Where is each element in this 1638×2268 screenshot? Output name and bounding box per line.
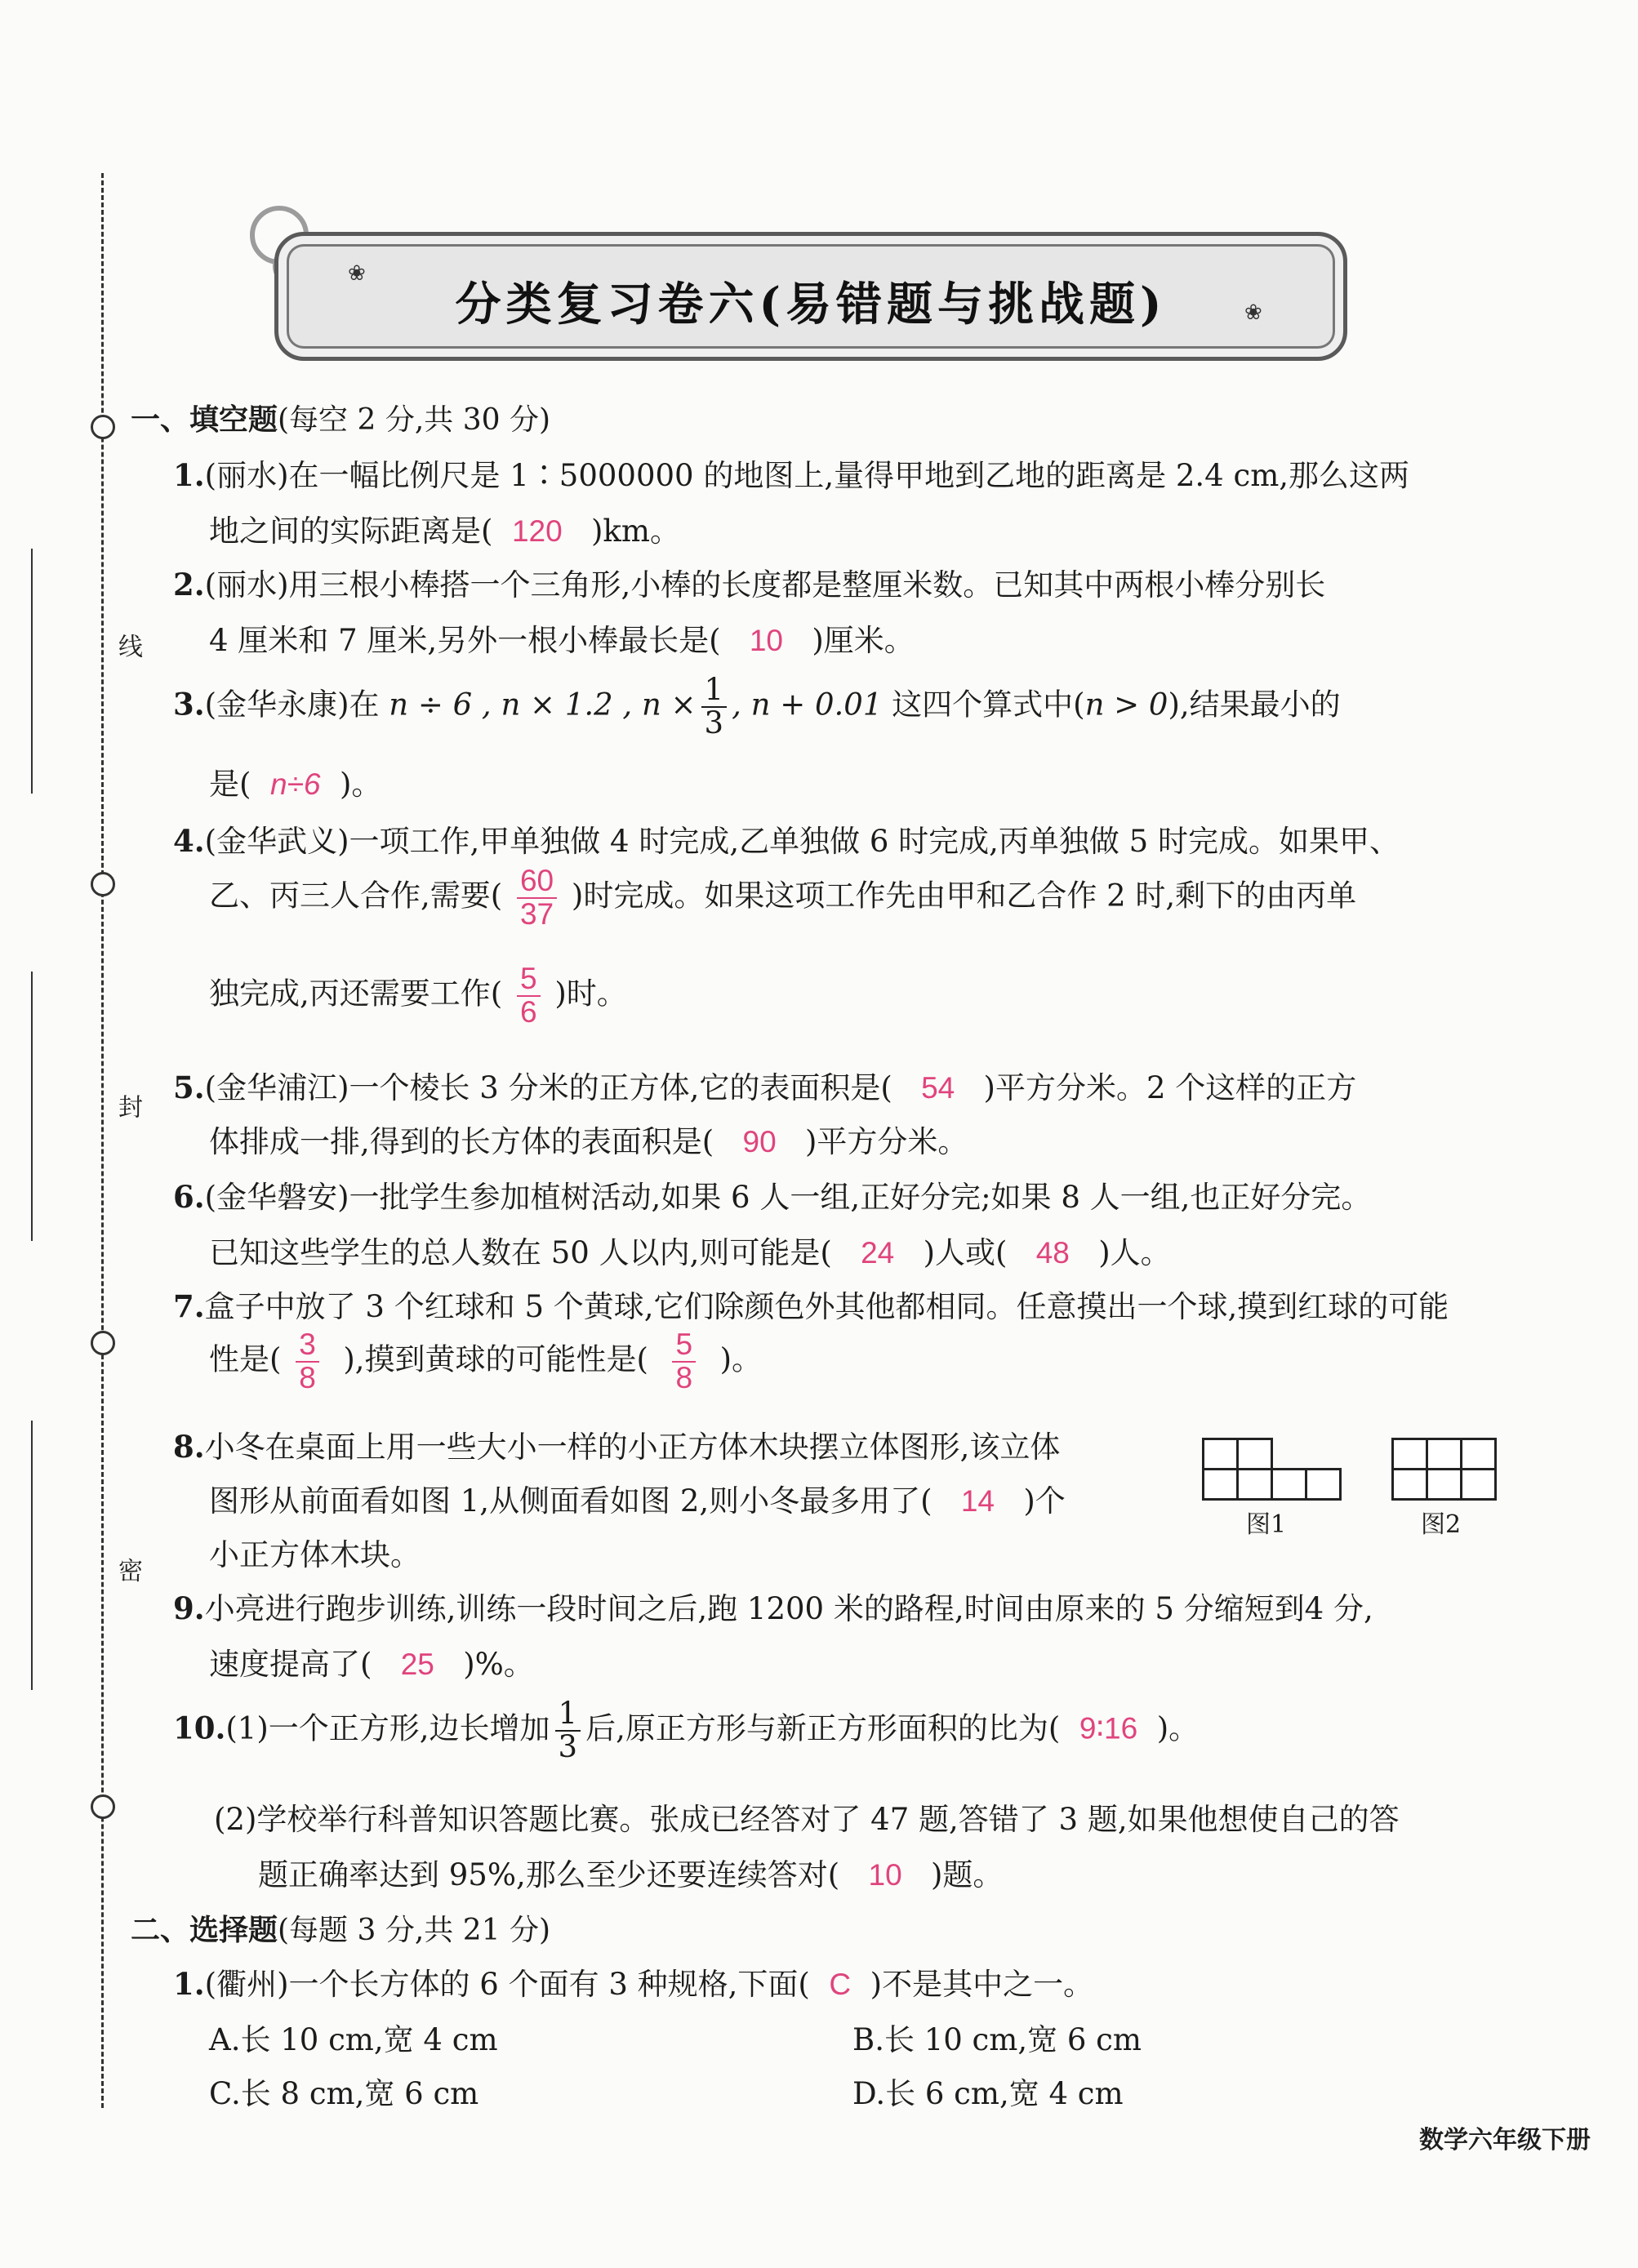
question-4-line-2: 乙、丙三人合作,需要( $\frac{60}{37}$ )时完成。如果这项工作先由甲和乙合作 2 时,剩下的由丙单 (209, 864, 1357, 931)
question-2-line-2: 4 厘米和 7 厘米,另外一根小棒最长是( 10 )厘米。 (209, 623, 915, 658)
page-title: 分类复习卷六(易错题与挑战题) (455, 278, 1167, 331)
student-info-blank (31, 549, 33, 794)
question-9-line-1: 9.小亮进行跑步训练,训练一段时间之后,跑 1200 米的路程,时间由原来的 5 分缩短到4 分, (173, 1590, 1373, 1626)
choice-question-1: 1.(衢州)一个长方体的 6 个面有 3 种规格,下面( C )不是其中之一。 (173, 1966, 1094, 2002)
section-heading: 一、填空题(每空 2 分,共 30 分) (131, 402, 551, 437)
answer: 24 (861, 1236, 895, 1270)
option-b: B.长 10 cm,宽 6 cm (852, 2022, 1142, 2057)
binding-label-seal: 封 (114, 1094, 142, 1118)
question-10-part-2-line-2: 题正确率达到 95%,那么至少还要连续答对( 10 )题。 (258, 1857, 1004, 1892)
option-d: D.长 6 cm,宽 4 cm (852, 2076, 1124, 2111)
answer: C (829, 1968, 852, 2001)
student-info-blank (31, 1421, 33, 1690)
binding-hole (91, 872, 115, 896)
answer: 54 (921, 1071, 955, 1105)
question-1-line-1: 1.(丽水)在一幅比例尺是 1∶5000000 的地图上,量得甲地到乙地的距离是 2.4 cm,那么这两 (173, 457, 1410, 493)
question-10-part-1: 10.(1)一个正方形,边长增加 $\frac{1}{3}$ 后,原正方形与新正方形面积的比为( 9∶16 )。 (173, 1696, 1200, 1764)
question-1-line-2: 地之间的实际距离是( 120 )km。 (209, 514, 680, 549)
question-3-line-2: 是( n÷6 )。 (209, 767, 382, 802)
answer: $\frac{60}{37}$ (517, 865, 557, 931)
answer: $\frac{5}{8}$ (672, 1329, 696, 1394)
butterfly-icon: ❀ (348, 261, 366, 286)
figure-2-caption: 图2 (1421, 1510, 1462, 1539)
binding-hole (91, 1794, 115, 1819)
question-8-line-2: 图形从前面看如图 1,从侧面看如图 2,则小冬最多用了( 14 )个 (209, 1483, 1066, 1519)
question-2-line-1: 2.(丽水)用三根小棒搭一个三角形,小棒的长度都是整厘米数。已知其中两根小棒分别长 (173, 567, 1326, 603)
binding-label-line: 线 (114, 634, 142, 658)
question-4-line-1: 4.(金华武义)一项工作,甲单独做 4 时完成,乙单独做 6 时完成,丙单独做 5 时完成。如果甲、 (173, 823, 1400, 859)
question-9-line-2: 速度提高了( 25 )%。 (209, 1647, 534, 1682)
answer: $\frac{3}{8}$ (296, 1329, 319, 1394)
binding-hole (91, 1331, 115, 1355)
question-6-line-1: 6.(金华磐安)一批学生参加植树活动,如果 6 人一组,正好分完;如果 8 人一组,也正好分完。 (173, 1179, 1372, 1215)
question-5-line-1: 5.(金华浦江)一个棱长 3 分米的正方体,它的表面积是( 54 )平方分米。2 个这样的正方 (173, 1070, 1357, 1105)
question-6-line-2: 已知这些学生的总人数在 50 人以内,则可能是( 24 )人或( 48 )人。 (209, 1235, 1171, 1270)
butterfly-icon: ❀ (1244, 300, 1262, 325)
question-4-line-3: 独完成,丙还需要工作( $\frac{5}{6}$ )时。 (209, 962, 627, 1029)
question-7-line-2: 性是( $\frac{3}{8}$ ),摸到黄球的可能性是( $\frac{5}{8}$ )。 (209, 1327, 763, 1394)
answer: 9∶16 (1079, 1711, 1138, 1745)
title-banner (274, 232, 1347, 361)
question-7-line-1: 7.盒子中放了 3 个红球和 5 个黄球,它们除颜色外其他都相同。任意摸出一个球,摸到红球的可能 (173, 1288, 1449, 1324)
student-info-blank (31, 972, 33, 1241)
answer: n÷6 (269, 767, 321, 801)
binding-hole (91, 415, 115, 439)
answer: 90 (742, 1125, 777, 1158)
answer: 14 (960, 1484, 995, 1518)
answer: 10 (749, 624, 784, 657)
answer: 120 (511, 514, 563, 548)
answer: 10 (868, 1858, 902, 1892)
question-5-line-2: 体排成一排,得到的长方体的表面积是( 90 )平方分米。 (209, 1124, 968, 1159)
answer: $\frac{5}{6}$ (517, 963, 541, 1029)
section-heading: 二、选择题(每题 3 分,共 21 分) (131, 1913, 551, 1947)
option-c: C.长 8 cm,宽 6 cm (209, 2076, 479, 2111)
question-3-line-1: 3.(金华永康)在 n ÷ 6 , n × 1.2 , n × $\frac{1}{3}$ , n + 0.01 这四个算式中(n > 0),结果最小的 (173, 672, 1341, 740)
answer: 25 (400, 1648, 434, 1681)
figure-1-caption: 图1 (1246, 1510, 1287, 1539)
binding-label-secret: 密 (114, 1558, 142, 1582)
question-10-part-2-line-1: (2)学校举行科普知识答题比赛。张成已经答对了 47 题,答错了 3 题,如果他想使自己的答 (214, 1802, 1400, 1837)
question-8-line-3: 小正方体木块。 (209, 1537, 421, 1572)
question-8-line-1: 8.小冬在桌面上用一些大小一样的小正方体木块摆立体图形,该立体 (173, 1429, 1061, 1465)
footer-book-title: 数学六年级下册 (1419, 2126, 1591, 2155)
option-a: A.长 10 cm,宽 4 cm (209, 2022, 498, 2057)
answer: 48 (1035, 1236, 1070, 1270)
